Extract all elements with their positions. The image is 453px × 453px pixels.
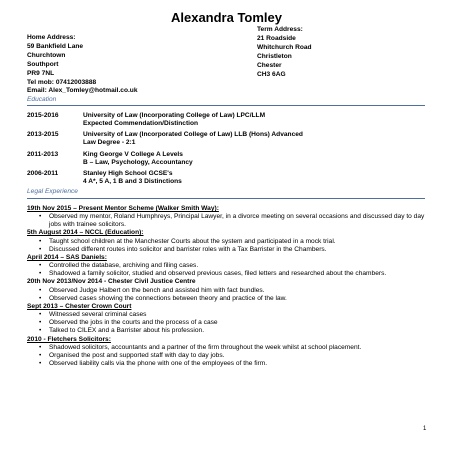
experience-entry — [27, 254, 427, 278]
education-line: University of Law (Incorporated College of Law) LLB (Hons) Advanced — [83, 131, 303, 138]
experience-bullet: • Shadowed a family solicitor, studied and observed previous cases, filed letters and researched about the chambers. — [27, 270, 427, 278]
term-address-line: Whitchurch Road — [257, 43, 312, 51]
experience-bullet: • Talked to CILEX and a Barrister about his profession. — [27, 327, 427, 335]
experience-bullet: • Discussed different routes into solicitor and barrister roles with a Tax Barrister in the Chambers. — [27, 246, 427, 254]
experience-heading: 2010 - Fletchers Solicitors: — [27, 335, 111, 343]
education-years: 2006-2011 — [27, 170, 59, 177]
term-address-line: CH3 6AG — [257, 70, 286, 78]
home-address — [27, 34, 138, 96]
legal-experience-list — [27, 205, 427, 368]
home-address-line: 59 Bankfield Lane — [27, 42, 84, 50]
education-line: Law Degree - 2:1 — [83, 139, 136, 147]
phone-number: Tel mob: 07412003888 — [27, 78, 97, 86]
term-address-line: Chester — [257, 61, 282, 69]
home-address-line: PR9 7NL — [27, 69, 55, 77]
education-line: B – Law, Psychology, Accountancy — [83, 159, 193, 167]
education-line: King George V College A Levels — [83, 151, 183, 158]
education-years: 2013-2015 — [27, 131, 59, 138]
experience-bullet: • Taught school children at the Manchester Courts about the system and participated in a mock trial. — [27, 238, 427, 246]
experience-heading: 5th August 2014 – NCCL (Education): — [27, 229, 144, 237]
experience-heading: Sept 2013 – Chester Crown Court — [27, 302, 132, 310]
education-line: University of Law (Incorporating College of Law) LPC/LLM — [83, 112, 266, 119]
education-line: 4 A*, 5 A, 1 B and 3 Distinctions — [83, 178, 182, 186]
experience-entry — [27, 278, 427, 302]
experience-bullet: • Witnessed several criminal cases — [27, 311, 427, 319]
legal-experience-title: Legal Experience — [27, 188, 78, 195]
education-years: 2011-2013 — [27, 151, 59, 158]
experience-bullet: • Organised the post and supported staff with day to day jobs. — [27, 352, 427, 360]
term-address-line: 21 Roadside — [257, 34, 296, 42]
experience-bullet: • Controlled the database, archiving and filing cases. — [27, 262, 427, 270]
experience-heading: 19th Nov 2015 – Present Mentor Scheme (Walker Smith Way): — [27, 205, 219, 212]
experience-bullet: • Observed my mentor, Roland Humphreys, Principal Lawyer, in a divorce meeting on several occasions and discussed day to day jobs with trainee solicitors. — [27, 213, 427, 229]
home-address-line: Southport — [27, 60, 59, 68]
term-address — [257, 26, 312, 79]
experience-heading: 20th Nov 2013/Nov 2014 - Chester Civil Justice Centre — [27, 278, 196, 286]
education-line: Stanley High School GCSE's — [83, 170, 173, 177]
term-address-heading: Term Address: — [257, 26, 303, 33]
home-address-line: Churchtown — [27, 51, 66, 59]
experience-entry — [27, 303, 427, 336]
education-rule — [27, 105, 425, 106]
experience-bullet: • Observed cases showing the connections between theory and practice of the law. — [27, 295, 427, 303]
legal-experience-rule — [27, 198, 425, 199]
experience-bullet: • Observed liability calls via the phone with one of the employees of the firm. — [27, 360, 427, 368]
experience-bullet: • Shadowed solicitors, accountants and a partner of the firm throughout the week whilst at school placement. — [27, 344, 427, 352]
experience-entry — [27, 229, 427, 253]
experience-entry — [27, 205, 427, 229]
experience-heading: April 2014 – SAS Daniels: — [27, 253, 107, 261]
education-years: 2015-2016 — [27, 112, 59, 119]
home-address-heading: Home Address: — [27, 34, 76, 41]
email: Email: Alex_Tomley@hotmail.co.uk — [27, 87, 138, 95]
term-address-line: Christleton — [257, 52, 292, 60]
experience-bullet: • Observed Judge Halbert on the bench and assisted him with fact bundles. — [27, 287, 427, 295]
education-title: Education — [27, 96, 57, 103]
experience-entry — [27, 336, 427, 369]
experience-bullet: • Observed the jobs in the courts and the process of a case — [27, 319, 427, 327]
page-number: 1 — [423, 426, 427, 432]
education-line: Expected Commendation/Distinction — [83, 120, 199, 128]
page-title: Alexandra Tomley — [170, 10, 283, 25]
